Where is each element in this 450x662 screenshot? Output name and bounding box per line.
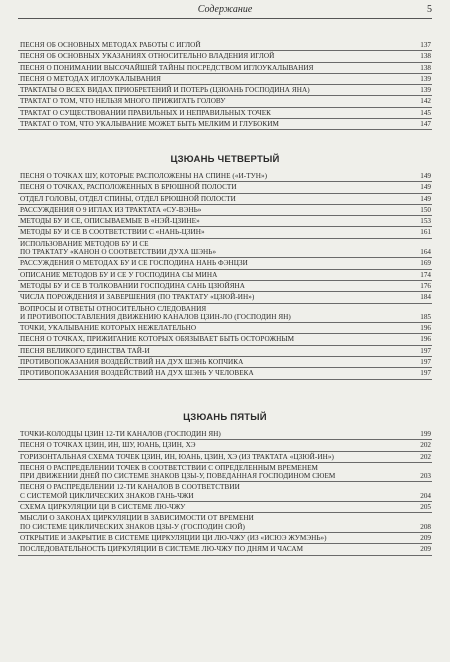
toc-entry (18, 452, 432, 463)
toc-entry-page: 196 (420, 324, 431, 333)
toc-entry (18, 304, 432, 324)
toc-entry-title: ПЕСНЯ О ПОНИМАНИИ ВЫСОЧАЙШЕЙ ТАЙНЫ ПОСРЕДСТВОМ ИГЛОУКАЛЫВАНИЯ (20, 63, 314, 72)
toc-entry-page: 164 (420, 248, 431, 257)
toc-entry (18, 119, 432, 130)
toc-entry (18, 96, 432, 107)
toc-entry-title: ОТКРЫТИЕ И ЗАКРЫТИЕ В СИСТЕМЕ ЦИРКУЛЯЦИИ ЦИ ЛЮ-ЧЖУ (ИЗ «ИСЮЭ ЖУМЭНЬ») (20, 533, 327, 542)
toc-entry-page: 176 (420, 281, 431, 290)
toc-entry (18, 40, 432, 51)
toc-entry (18, 533, 432, 544)
toc-entry-page: 138 (420, 63, 431, 72)
header-title: Содержание (197, 4, 253, 15)
toc-entry-page: 147 (420, 120, 431, 129)
toc-entry-page: 197 (420, 346, 431, 355)
toc-entry-title: ПЕСНЯ О РАСПРЕДЕЛЕНИИ 12-ТИ КАНАЛОВ В СООТВЕТСТВИИ С СИСТЕМОЙ ЦИКЛИЧЕСКИХ ЗНАКОВ ГАНЬ-ЧЖИ (20, 483, 240, 500)
toc-entry (18, 281, 432, 292)
page-number: 5 (427, 4, 432, 15)
toc-entry-title: МЫСЛИ О ЗАКОНАХ ЦИРКУЛЯЦИИ В ЗАВИСИМОСТИ ОТ ВРЕМЕНИ ПО СИСТЕМЕ ЦИКЛИЧЕСКИХ ЗНАКОВ ЦЗЫ-У (ГОСПОДИН СЮЙ) (20, 514, 254, 531)
toc-entry (18, 440, 432, 451)
toc-entry-page: 209 (420, 545, 431, 554)
toc-entry-page: 149 (420, 194, 431, 203)
toc-entry-page: 197 (420, 358, 431, 367)
toc-entry (18, 334, 432, 345)
toc-entry-page: 145 (420, 108, 431, 117)
toc-entry-page: 209 (420, 533, 431, 542)
section-title-5: ЦЗЮАНЬ ПЯТЫЙ (183, 412, 267, 423)
toc-entry (18, 171, 432, 182)
toc-entry-title: ПЕСНЯ О ТОЧКАХ, ПРИЖИГАНИЕ КОТОРЫХ ОБЯЗЫВАЕТ БЫТЬ ОСТОРОЖНЫМ (20, 335, 295, 344)
toc-entry-title: ПРОТИВОПОКАЗАНИЯ ВОЗДЕЙСТВИЙ НА ДУХ ШЭНЬ У ЧЕЛОВЕКА (20, 369, 254, 378)
toc-entry-page: 169 (420, 259, 431, 268)
toc-entry-title: ТРАКТАТ О СУЩЕСТВОВАНИИ ПРАВИЛЬНЫХ И НЕПРАВИЛЬНЫХ ТОЧЕК (20, 108, 271, 117)
toc-entry-title: ПЕСНЯ О МЕТОДАХ ИГЛОУКАЛЫВАНИЯ (20, 74, 162, 83)
toc-entry-title: ТОЧКИ-КОЛОДЦЫ ЦЗИН 12-ТИ КАНАЛОВ (ГОСПОДИН ЯН) (20, 430, 221, 438)
toc-entry-title: РАССУЖДЕНИЯ О 9 ИГЛАХ ИЗ ТРАКТАТА «СУ-ВЭНЬ» (20, 205, 202, 214)
toc-entry (18, 205, 432, 216)
page-header (18, 4, 432, 19)
toc-entry-page: 137 (420, 41, 431, 49)
toc-entry-title: ПЕСНЯ О ТОЧКАХ ШУ, КОТОРЫЕ РАСПОЛОЖЕНЫ НА СПИНЕ («И-ТУН») (20, 172, 268, 180)
toc-entry-title: МЕТОДЫ БУ И СЕ В СООТВЕТСТВИИ С «НАНЬ-ЦЗИН» (20, 228, 205, 237)
toc-entry (18, 51, 432, 62)
toc-entry-page: 142 (420, 97, 431, 106)
toc-entry (18, 482, 432, 502)
section-title-4: ЦЗЮАНЬ ЧЕТВЕРТЫЙ (170, 154, 280, 165)
toc-entry (18, 357, 432, 368)
toc-entry-page: 184 (420, 293, 431, 302)
toc-entry-page: 208 (420, 522, 431, 531)
toc-entry (18, 74, 432, 85)
toc-entry (18, 182, 432, 193)
toc-entry-page: 203 (420, 472, 431, 481)
toc-entry-page: 185 (420, 312, 431, 321)
toc-entry-title: МЕТОДЫ БУ И СЕ В ТОЛКОВАНИИ ГОСПОДИНА САНЬ ЦЗЮЙЯНА (20, 281, 246, 290)
toc-entry-page: 202 (420, 452, 431, 461)
toc-entry-title: ИСПОЛЬЗОВАНИЕ МЕТОДОВ БУ И СЕ ПО ТРАКТАТУ «КАНОН О СООТВЕТСТВИИ ДУХА ШЭНЬ» (20, 239, 217, 257)
toc-entry (18, 292, 432, 303)
toc-section-5 (18, 429, 432, 556)
toc-entry-title: ОТДЕЛ ГОЛОВЫ, ОТДЕЛ СПИНЫ, ОТДЕЛ БРЮШНОЙ ПОЛОСТИ (20, 194, 236, 203)
toc-entry-title: ПОСЛЕДОВАТЕЛЬНОСТЬ ЦИРКУЛЯЦИИ В СИСТЕМЕ ЛЮ-ЧЖУ ПО ДНЯМ И ЧАСАМ (20, 545, 304, 554)
toc-entry-title: ЧИСЛА ПОРОЖДЕНИЯ И ЗАВЕРШЕНИЯ (ПО ТРАКТАТУ «ЦЗЮЙ-ИН») (20, 293, 255, 302)
toc-entry-title: ПЕСНЯ О ТОЧКАХ ЦЗИН, ИН, ШУ, ЮАНЬ, ЦЗИН, ХЭ (20, 441, 196, 450)
toc-entry-title: ПЕСНЯ ОБ ОСНОВНЫХ МЕТОДАХ РАБОТЫ С ИГЛОЙ (20, 41, 201, 49)
toc-entry (18, 63, 432, 74)
toc-entry-title: ПЕСНЯ ОБ ОСНОВНЫХ УКАЗАНИЯХ ОТНОСИТЕЛЬНО ВЛАДЕНИЯ ИГЛОЙ (20, 52, 275, 61)
toc-entry (18, 227, 432, 238)
toc-entry (18, 108, 432, 119)
toc-entry-page: 205 (420, 503, 431, 512)
toc-section-4 (18, 171, 432, 380)
toc-entry-page: 149 (420, 183, 431, 192)
toc-entry-title: ТОЧКИ, УКАЛЫВАНИЕ КОТОРЫХ НЕЖЕЛАТЕЛЬНО (20, 324, 197, 333)
toc-entry (18, 368, 432, 379)
toc-entry (18, 85, 432, 96)
toc-entry (18, 544, 432, 555)
toc-entry-title: ОПИСАНИЕ МЕТОДОВ БУ И СЕ У ГОСПОДИНА СЫ МИНА (20, 270, 218, 279)
toc-entry-title: ПЕСНЯ О ТОЧКАХ, РАСПОЛОЖЕННЫХ В БРЮШНОЙ ПОЛОСТИ (20, 183, 237, 192)
toc-entry (18, 323, 432, 334)
toc-section-continued (18, 40, 432, 130)
toc-entry-title: СХЕМА ЦИРКУЛЯЦИИ ЦИ В СИСТЕМЕ ЛЮ-ЧЖУ (20, 503, 186, 512)
toc-entry (18, 258, 432, 269)
toc-entry-page: 149 (420, 172, 431, 180)
toc-entry-page: 150 (420, 205, 431, 214)
toc-entry-page: 196 (420, 335, 431, 344)
toc-entry (18, 463, 432, 483)
toc-entry-page: 138 (420, 52, 431, 61)
toc-entry-page: 174 (420, 270, 431, 279)
toc-entry (18, 270, 432, 281)
toc-entry-title: ТРАКТАТ О ТОМ, ЧТО НЕЛЬЗЯ МНОГО ПРИЖИГАТЬ ГОЛОВУ (20, 97, 226, 106)
toc-entry-title: ТРАКТАТЫ О ВСЕХ ВИДАХ ПРИОБРЕТЕНИЙ И ПОТЕРЬ (ЦЗЮАНЬ ГОСПОДИНА ЯНА) (20, 86, 310, 95)
toc-entry-page: 197 (420, 369, 431, 378)
toc-entry (18, 346, 432, 357)
toc-entry-title: ГОРИЗОНТАЛЬНАЯ СХЕМА ТОЧЕК ЦЗИН, ИН, ЮАНЬ, ЦЗИН, ХЭ (ИЗ ТРАКТАТА «ЦЗЮЙ-ИН») (20, 452, 334, 461)
toc-entry-page: 204 (420, 491, 431, 500)
toc-entry-page: 202 (420, 441, 431, 450)
toc-entry (18, 502, 432, 513)
toc-entry-title: ВОПРОСЫ И ОТВЕТЫ ОТНОСИТЕЛЬНО СЛЕДОВАНИЯ И ПРОТИВОПОСТАВЛЕНИЯ ДВИЖЕНИЮ КАНАЛОВ ЦЗИН-ЛО (ГОСПОДИН ЯН) (20, 304, 291, 321)
toc-entry-page: 139 (420, 86, 431, 95)
toc-entry-page: 199 (420, 430, 431, 438)
toc-entry-page: 153 (420, 217, 431, 226)
toc-entry-title: ПЕСНЯ О РАСПРЕДЕЛЕНИИ ТОЧЕК В СООТВЕТСТВИИ С ОПРЕДЕЛЕННЫМ ВРЕМЕНЕМ ПРИ ДВИЖЕНИИ ДНЕЙ ПО СИСТЕМЕ ЗНАКОВ ЦЗЫ-У, ПОВЕДАННАЯ ГОСПОДИНОМ СЮЕМ (20, 463, 336, 481)
toc-entry (18, 429, 432, 440)
toc-entry (18, 216, 432, 227)
toc-entry-title: ТРАКТАТ О ТОМ, ЧТО УКАЛЫВАНИЕ МОЖЕТ БЫТЬ МЕЛКИМ И ГЛУБОКИМ (20, 120, 279, 129)
toc-entry-title: ПРОТИВОПОКАЗАНИЯ ВОЗДЕЙСТВИЙ НА ДУХ ШЭНЬ КОПЧИКА (20, 358, 244, 367)
toc-entry-title: РАССУЖДЕНИЯ О МЕТОДАХ БУ И СЕ ГОСПОДИНА НАНЬ ФЭНЦЗИ (20, 259, 248, 268)
toc-entry (18, 239, 432, 259)
toc-entry (18, 513, 432, 533)
toc-entry-page: 139 (420, 74, 431, 83)
toc-entry-page: 161 (420, 228, 431, 237)
toc-entry (18, 194, 432, 205)
toc-entry-title: ПЕСНЯ ВЕЛИКОГО ЕДИНСТВА ТАЙ-И (20, 346, 150, 355)
toc-entry-title: МЕТОДЫ БУ И СЕ, ОПИСЫВАЕМЫЕ В «НЭЙ-ЦЗИНЕ» (20, 217, 200, 226)
